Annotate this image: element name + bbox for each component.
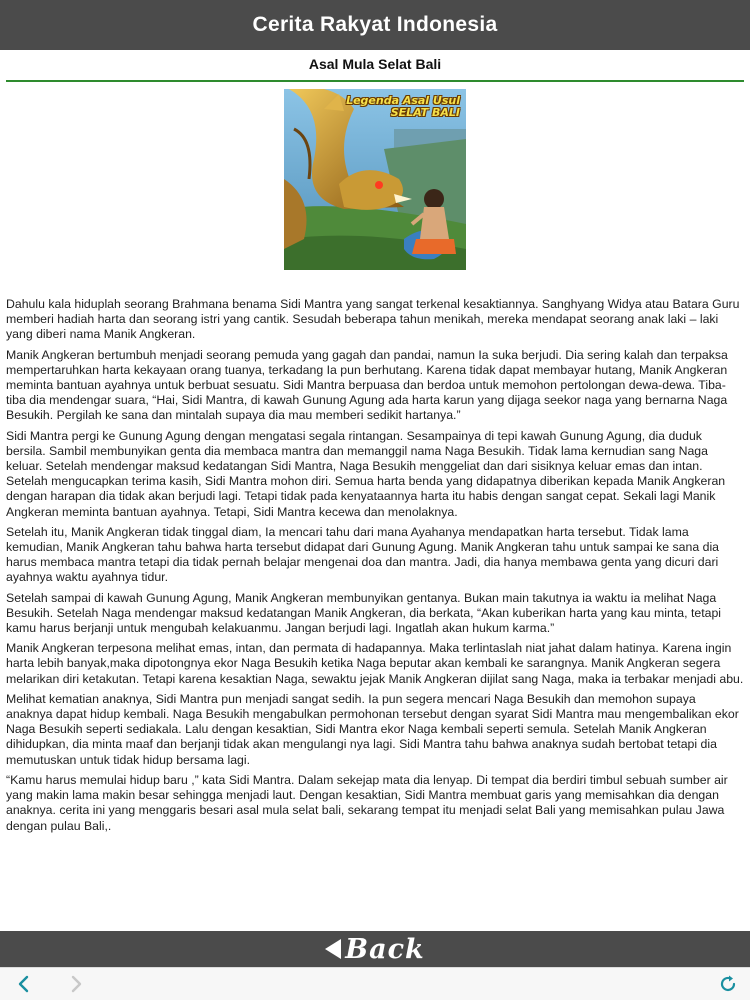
- back-label: Back: [345, 933, 425, 965]
- reload-icon[interactable]: [718, 974, 738, 994]
- story-title: Asal Mula Selat Bali: [308, 56, 442, 72]
- story-paragraph: “Kamu harus memulai hidup baru ,” kata Sidi Mantra. Dalam sekejap mata dia lenyap. Di tempat dia berdiri timbul sebuah sumber air yang makin lama makin besar sehingga menjadi laut. Dengan kesaktian, Sidi Mantra membuat garis yang memisahkan dia dengan anaknya. cerita ini yang menggaris besari asal mula selat bali, sekarang tempat itu menjadi selat Bali yang memisahkan pulau Jawa dengan pulau Bali,.: [6, 772, 728, 833]
- app-header: [0, 0, 750, 50]
- story-paragraph: Setelah sampai di kawah Gunung Agung, Manik Angkeran membunyikan gentanya. Bukan main takutnya ia waktu ia melihat Naga Besukih. Setelah Naga mendengar maksud kedatangan Manik Angkeran, dia berkata, “Akan kuberikan harta yang kau minta, tetapi kamu harus berjanji untuk mengubah kelakuanmu. Jangan berjudi lagi. Ingatlah akan hukum karma.”: [6, 590, 722, 636]
- app-title: Cerita Rakyat Indonesia: [252, 13, 498, 36]
- story-paragraph: Sidi Mantra pergi ke Gunung Agung dengan mengatasi segala rintangan. Sesampainya di tepi kawah Gunung Agung, dia duduk bersila. Sambil membunyikan genta dia membaca mantra dan memanggil nama Naga Besukih. Tidak lama kernudian sang Naga keluar. Setelah mendengar maksud kedatangan Sidi Mantra, Naga Besukih menggeliat dan dari sisiknya keluar emas dan intan. Setelah mengucapkan terima kasih, Sidi Mantra mohon diri. Semua harta benda yang didapatnya diberikan kepada Manik Angkeran dengan harapan dia tidak akan berjudi lagi. Tetapi tidak pada kenyataannya harta itu habis dengan sangat cepat. Sekali lagi Manik Angkeran meminta bantuan ayahnya. Tetapi, Sidi Mantra kecewa dan menolaknya.: [6, 428, 726, 519]
- cover-caption-line1: Legenda Asal Usul: [346, 94, 460, 107]
- story-paragraph: Manik Angkeran terpesona melihat emas, intan, dan permata di hadapannya. Maka terlintaslah niat jahat dalam hatinya. Karena ingin harta lebih banyak,maka dipotongnya ekor Naga Besukih ketika Naga beputar akan kembali ke sarangnya. Manik Angkeran segera melarikan diri ketakutan. Tetapi karena kesaktian Naga, sewaktu jejak Manik Angkeran dijilat sang Naga, maka ia terbakar menjadi abu.: [6, 641, 744, 686]
- chevron-right-icon: [66, 974, 86, 994]
- story-paragraph: Melihat kematian anaknya, Sidi Mantra pun menjadi sangat sedih. Ia pun segera mencari Naga Besukih dan memohon supaya anaknya dapat hidup kembali. Naga Besukih mengabulkan permohonan tersebut dengan syarat Sidi Mantra mau mengembalikan ekor Naga Besukih seperti sediakala. Lalu dengan kesaktian, Sidi Mantra ekor Naga kembali seperti semula. Setelah Manik Angkeran dihidupkan, dia minta maaf dan berjanji tidak akan mengulangi nya lagi. Sidi Mantra tahu bahwa anaknya sudah bertobat tetapi dia memutuskan untuk tidak hidup bersama lagi.: [6, 691, 739, 767]
- bottom-bar: [0, 931, 750, 967]
- back-arrow-icon: [325, 939, 341, 959]
- story-cover-image: [284, 89, 466, 270]
- story-paragraph: Setelah itu, Manik Angkeran tidak tinggal diam, Ia mencari tahu dari mana Ayahanya mendapatkan harta tersebut. Tidak lama kemudian, Manik Angkeran tahu bahwa harta tersebut didapat dari Gunung Agung. Manik Angkeran tahu untuk sampai ke sana dia harus membaca mantra tetapi dia tidak pernah belajar mengenai doa dan mantra. Jadi, dia hanya membawa genta yang dicuri dari ayahnya waktu ayahnya tidur.: [6, 524, 720, 585]
- title-divider: [6, 80, 744, 82]
- story-paragraph: Manik Angkeran bertumbuh menjadi seorang pemuda yang gagah dan pandai, namun Ia suka berjudi. Dia sering kalah dan terpaksa mempertaruhkan harta kekayaan orang tuanya, terkadang Ia pun berhutang. Karena tidak dapat membayar hutang, Manik Angkeran meminta bantuan ayahnya untuk berbuat sesuatu. Sidi Mantra berpuasa dan berdoa untuk memohon pertolongan dewa-dewa. Tiba-tiba dia mendengar suara, “Hai, Sidi Mantra, di kawah Gunung Agung ada harta karun yang dijaga seekor naga yang bernarna Naga Besukih. Pergilah ke sana dan mintalah supaya dia mau memberi sedikit hartanya.”: [6, 347, 728, 423]
- cover-caption-line2: SELAT BALI: [390, 106, 460, 119]
- story-body: [6, 297, 744, 839]
- browser-toolbar: [0, 967, 750, 1000]
- chevron-left-icon[interactable]: [14, 974, 34, 994]
- cover-caption: [346, 95, 460, 119]
- back-button[interactable]: [325, 934, 424, 965]
- story-paragraph: Dahulu kala hiduplah seorang Brahmana benama Sidi Mantra yang sangat terkenal kesaktiannya. Sanghyang Widya atau Batara Guru memberi hadiah harta dan seorang istri yang cantik. Sesudah beberapa tahun menikah, mereka mendapat seorang anak laki – laki yang diberi nama Manik Angkeran.: [6, 297, 740, 342]
